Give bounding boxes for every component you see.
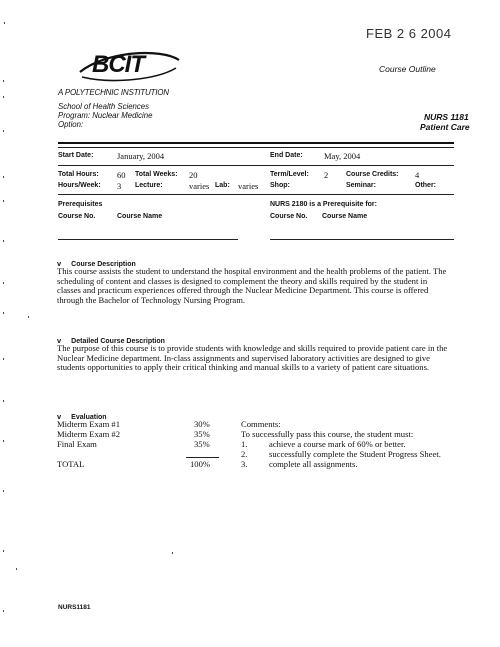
rule-prereq-left xyxy=(58,239,238,240)
document-type: Course Outline xyxy=(379,64,436,74)
term-level-value: 2 xyxy=(324,170,329,180)
received-stamp: FEB 2 6 2004 xyxy=(366,26,452,41)
rule-info-mid xyxy=(58,165,454,166)
total-weeks-label: Total Weeks: xyxy=(135,171,178,178)
evaluation-pct: 35% xyxy=(194,429,210,439)
option-label: Option: xyxy=(58,120,84,129)
course-code: NURS 1181 xyxy=(424,112,469,122)
comment-text: complete all assignments. xyxy=(269,459,358,469)
comments-intro: To successfully pass this course, the student must: xyxy=(241,429,414,439)
footer-code: NURS1181 xyxy=(58,604,91,611)
heading-bullet: v xyxy=(57,336,62,345)
evaluation-pct: 30% xyxy=(194,419,210,429)
detailed-description-title: Detailed Course Description xyxy=(71,338,165,345)
rule-prereq-right xyxy=(270,239,454,240)
rule-top xyxy=(58,142,454,144)
course-credits-label: Course Credits: xyxy=(346,171,399,178)
hours-week-value: 3 xyxy=(117,181,122,191)
other-label: Other: xyxy=(415,182,436,189)
course-credits-value: 4 xyxy=(415,170,420,180)
prereq-course-name-header: Course Name xyxy=(117,213,163,220)
evaluation-row xyxy=(57,430,120,439)
logo-text: BCIT xyxy=(92,51,144,78)
evaluation-item-name: Final Exam xyxy=(57,439,97,449)
lab-value: varies xyxy=(238,181,259,191)
total-label: TOTAL xyxy=(57,459,85,469)
evaluation-pct: 35% xyxy=(194,439,210,449)
evaluation-title: Evaluation xyxy=(71,414,107,421)
shop-label: Shop: xyxy=(270,182,290,189)
prereq-for-course-name-header: Course Name xyxy=(322,213,368,220)
rule-info-top xyxy=(58,147,454,148)
seminar-label: Seminar: xyxy=(346,182,376,189)
evaluation-item-name: Midterm Exam #2 xyxy=(57,429,121,439)
course-description-title: Course Description xyxy=(71,261,136,268)
end-date-label: End Date: xyxy=(270,152,303,159)
course-title: Patient Care xyxy=(420,122,470,132)
heading-bullet: v xyxy=(57,259,62,268)
logo-tagline: A POLYTECHNIC INSTITUTION xyxy=(58,88,169,97)
rule-info-bottom xyxy=(58,194,454,195)
total-rule xyxy=(186,457,219,458)
total-pct: 100% xyxy=(190,459,211,469)
term-level-label: Term/Level: xyxy=(270,171,309,178)
course-description-text: This course assists the student to understand the hospital environment and the health problems of the patient. The scheduling of content and classes is designed to complement the theory and skills required by the student in classes and practicum experiences offered through the Nuclear Medicine Department. This course is offered through the Bachelor of Technology Nursing Program. xyxy=(57,266,447,306)
end-date-value: May, 2004 xyxy=(324,151,361,161)
evaluation-item-name: Midterm Exam #1 xyxy=(57,419,121,429)
heading-bullet: v xyxy=(57,412,62,421)
bcit-logo xyxy=(76,46,186,86)
lecture-label: Lecture: xyxy=(135,182,163,189)
start-date-value: January, 2004 xyxy=(117,151,165,161)
prereq-course-no-header: Course No. xyxy=(58,213,96,220)
comment-text: achieve a course mark of 60% or better. xyxy=(269,439,406,449)
comment-number: 2. xyxy=(241,449,248,459)
comments-label: Comments: xyxy=(241,419,281,429)
start-date-label: Start Date: xyxy=(58,152,94,159)
program-name: Program: Nuclear Medicine xyxy=(58,111,153,120)
comment-number: 3. xyxy=(241,459,248,469)
evaluation-row xyxy=(57,440,97,449)
lecture-value: varies xyxy=(189,181,210,191)
total-hours-value: 60 xyxy=(117,170,126,180)
total-hours-label: Total Hours: xyxy=(58,171,99,178)
lab-label: Lab: xyxy=(215,182,230,189)
prerequisite-for-title: NURS 2180 is a Prerequisite for: xyxy=(270,201,377,208)
prereq-for-course-no-header: Course No. xyxy=(270,213,308,220)
total-weeks-value: 20 xyxy=(189,170,198,180)
comment-number: 1. xyxy=(241,439,248,449)
hours-week-label: Hours/Week: xyxy=(58,182,101,189)
prerequisites-title: Prerequisites xyxy=(58,201,103,208)
evaluation-row xyxy=(57,420,120,429)
school-name: School of Health Sciences xyxy=(58,102,150,111)
comment-text: successfully complete the Student Progress Sheet. xyxy=(269,449,441,459)
detailed-description-text: The purpose of this course is to provide students with knowledge and skills required to provide patient care in the Nuclear Medicine department. In-class assignments and supervised laboratory activities are designed to give students opportunities to apply their critical thinking and manual skills to a variety of patient care situations. xyxy=(57,343,448,373)
